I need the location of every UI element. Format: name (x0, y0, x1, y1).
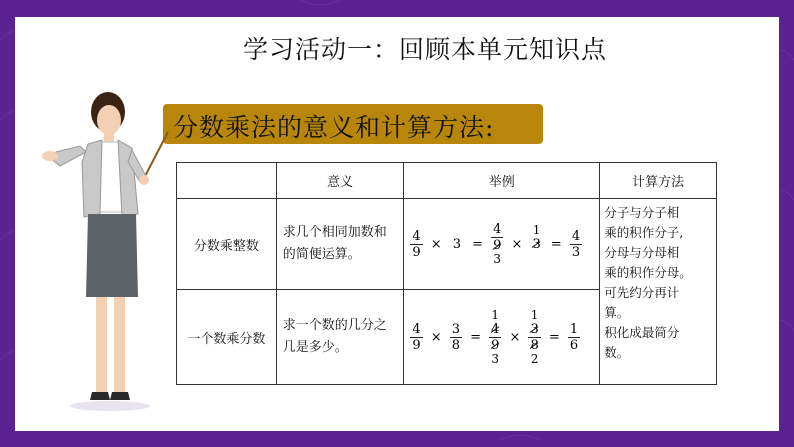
method-cell (600, 199, 717, 385)
page-title: 学习活动一：回顾本单元知识点 (242, 35, 607, 64)
method-line: 积化成最简分 (604, 325, 680, 340)
method-line: 可先约分再计 (604, 285, 680, 300)
method-line: 分子与分子相 (604, 205, 680, 220)
method-line: 数。 (604, 345, 630, 360)
header-meaning: 意义 (276, 163, 404, 199)
row-meaning: 求一个数的几分之几是多少。 (276, 290, 404, 385)
row-example (404, 199, 600, 290)
table-row (177, 199, 717, 290)
section-banner (163, 104, 543, 144)
teacher-illustration (40, 92, 180, 422)
method-line: 分母与分母相 (604, 245, 680, 260)
banner-text: 分数乘法的意义和计算方法: (173, 113, 495, 142)
row-label: 分数乘整数 (177, 199, 277, 290)
row-example (404, 290, 600, 385)
table-header-row (177, 163, 717, 199)
method-line: 乘的积作分子, (604, 225, 684, 240)
row-label: 一个数乘分数 (177, 290, 277, 385)
header-method: 计算方法 (600, 163, 717, 199)
method-line: 乘的积作分母。 (604, 265, 692, 280)
row-meaning: 求几个相同加数和的简便运算。 (276, 199, 404, 290)
header-cell (177, 163, 277, 199)
header-example: 举例 (404, 163, 600, 199)
example-equation: $\frac{4}{9}$ × 3 = 4 9 3 × 1 3 = $\frac{4}{3}$ (412, 222, 581, 266)
method-line: 算。 (604, 305, 630, 320)
example-equation: $\frac{4}{9}$ × $\frac{3}{8}$ = 1 4 9 3 × 1 3 8 2 = $\frac{1}{6}$ (412, 307, 579, 366)
knowledge-table (176, 162, 717, 385)
